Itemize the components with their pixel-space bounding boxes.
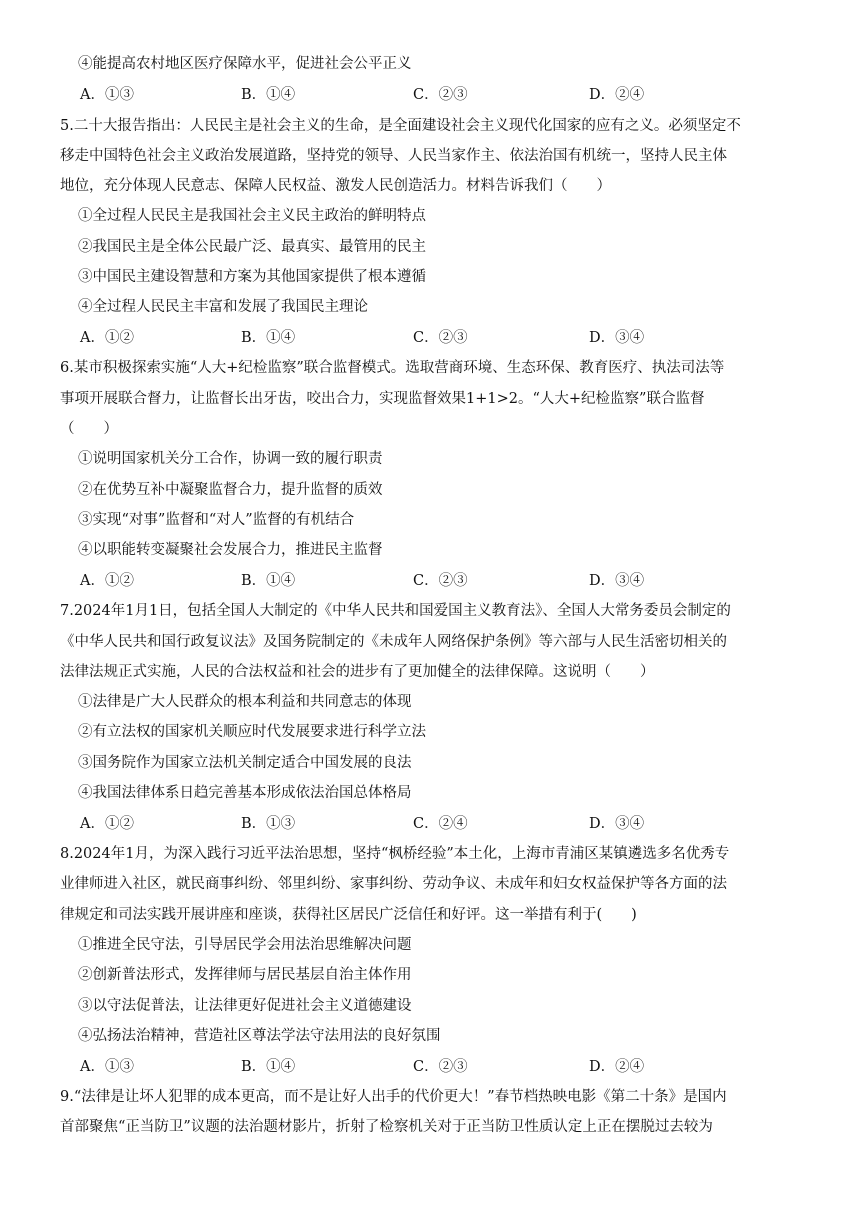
q7-options (0, 814, 860, 834)
q4-item-4: ④能提高农村地区医疗保障水平，促进社会公平正义 (78, 56, 412, 72)
q8-option-d[interactable]: D．②④ (589, 1059, 645, 1075)
q7-item-2: ②有立法权的国家机关顺应时代发展要求进行科学立法 (78, 724, 426, 740)
q5-option-c[interactable]: C．②③ (413, 330, 468, 346)
q5-item-4: ④全过程人民民主丰富和发展了我国民主理论 (78, 299, 368, 315)
q6-item-4: ④以职能转变凝聚社会发展合力，推进民主监督 (78, 542, 383, 558)
q4-options (0, 85, 860, 105)
q8-option-b[interactable]: B．①④ (241, 1059, 296, 1075)
q7-item-1: ①法律是广大人民群众的根本利益和共同意志的体现 (78, 694, 412, 710)
q6-item-2: ②在优势互补中凝聚监督合力，提升监督的质效 (78, 482, 383, 498)
q5-stem-line-3: 地位，充分体现人民意志、保障人民权益、激发人民创造活力。材料告诉我们（ ） (60, 178, 611, 194)
q6-item-3: ③实现“对事”监督和“对人”监督的有机结合 (78, 512, 355, 528)
q5-options (0, 328, 860, 348)
q6-stem-line-1: 6.某市积极探索实施“人大+纪检监察”联合监督模式。选取营商环境、生态环保、教育医疗、执法司法等 (60, 360, 725, 376)
q7-stem-line-3: 法律法规正式实施，人民的合法权益和社会的进步有了更加健全的法律保障。这说明（ ） (60, 664, 655, 680)
q9-stem-line-1: 9.“法律是让坏人犯罪的成本更高，而不是让好人出手的代价更大！”春节档热映电影《第二十条》是国内 (60, 1089, 727, 1105)
q6-option-b[interactable]: B．①④ (241, 573, 296, 589)
q4-option-c[interactable]: C．②③ (413, 87, 468, 103)
q5-stem-line-1: 5.二十大报告指出：人民民主是社会主义的生命，是全面建设社会主义现代化国家的应有之义。必须坚定不 (60, 118, 741, 134)
q5-item-1: ①全过程人民民主是我国社会主义民主政治的鲜明特点 (78, 208, 426, 224)
q8-option-a[interactable]: A．①③ (80, 1059, 134, 1075)
q8-stem-line-1: 8.2024年1月，为深入践行习近平法治思想，坚持“枫桥经验”本土化，上海市青浦区某镇遴选多名优秀专 (60, 846, 730, 862)
q8-item-3: ③以守法促普法，让法律更好促进社会主义道德建设 (78, 998, 412, 1014)
q8-item-1: ①推进全民守法，引导居民学会用法治思维解决问题 (78, 937, 412, 953)
q6-options (0, 571, 860, 591)
q7-stem-line-1: 7.2024年1月1日，包括全国人大制定的《中华人民共和国爱国主义教育法》、全国人大常务委员会制定的 (60, 603, 731, 619)
q5-stem-line-2: 移走中国特色社会主义政治发展道路，坚持党的领导、人民当家作主、依法治国有机统一，坚持人民主体 (60, 148, 727, 164)
q7-item-4: ④我国法律体系日趋完善基本形成依法治国总体格局 (78, 785, 412, 801)
q5-option-d[interactable]: D．③④ (589, 330, 645, 346)
q8-stem-line-2: 业律师进入社区，就民商事纠纷、邻里纠纷、家事纠纷、劳动争议、未成年和妇女权益保护等各方面的法 (60, 876, 727, 892)
q6-option-c[interactable]: C．②③ (413, 573, 468, 589)
q7-stem-line-2: 《中华人民共和国行政复议法》及国务院制定的《未成年人网络保护条例》等六部与人民生活密切相关的 (60, 634, 727, 650)
q7-option-b[interactable]: B．①③ (241, 816, 296, 832)
q6-option-a[interactable]: A．①② (80, 573, 134, 589)
q8-option-c[interactable]: C．②③ (413, 1059, 468, 1075)
q7-item-3: ③国务院作为国家立法机关制定适合中国发展的良法 (78, 755, 412, 771)
q5-item-3: ③中国民主建设智慧和方案为其他国家提供了根本遵循 (78, 269, 426, 285)
q4-option-d[interactable]: D．②④ (589, 87, 645, 103)
q9-stem-line-2: 首部聚焦“正当防卫”议题的法治题材影片，折射了检察机关对于正当防卫性质认定上正在摆脱过去较为 (60, 1119, 713, 1135)
q6-option-d[interactable]: D．③④ (589, 573, 645, 589)
q5-option-b[interactable]: B．①④ (241, 330, 296, 346)
q8-item-4: ④弘扬法治精神，营造社区尊法学法守法用法的良好氛围 (78, 1028, 441, 1044)
q6-stem-line-2: 事项开展联合督力，让监督长出牙齿，咬出合力，实现监督效果1+1>2。“人大+纪检监察”联合监督 (60, 391, 705, 407)
q8-item-2: ②创新普法形式，发挥律师与居民基层自治主体作用 (78, 967, 412, 983)
q7-option-d[interactable]: D．③④ (589, 816, 645, 832)
q6-stem-line-3: （ ） (60, 421, 118, 437)
q4-option-a[interactable]: A．①③ (80, 87, 134, 103)
q5-option-a[interactable]: A．①② (80, 330, 134, 346)
q8-options (0, 1057, 860, 1077)
q6-item-1: ①说明国家机关分工合作，协调一致的履行职责 (78, 451, 383, 467)
q7-option-a[interactable]: A．①② (80, 816, 134, 832)
q7-option-c[interactable]: C．②④ (413, 816, 468, 832)
q8-stem-line-3: 律规定和司法实践开展讲座和座谈，获得社区居民广泛信任和好评。这一举措有利于( ) (60, 907, 637, 923)
q4-option-b[interactable]: B．①④ (241, 87, 296, 103)
q5-item-2: ②我国民主是全体公民最广泛、最真实、最管用的民主 (78, 239, 426, 255)
